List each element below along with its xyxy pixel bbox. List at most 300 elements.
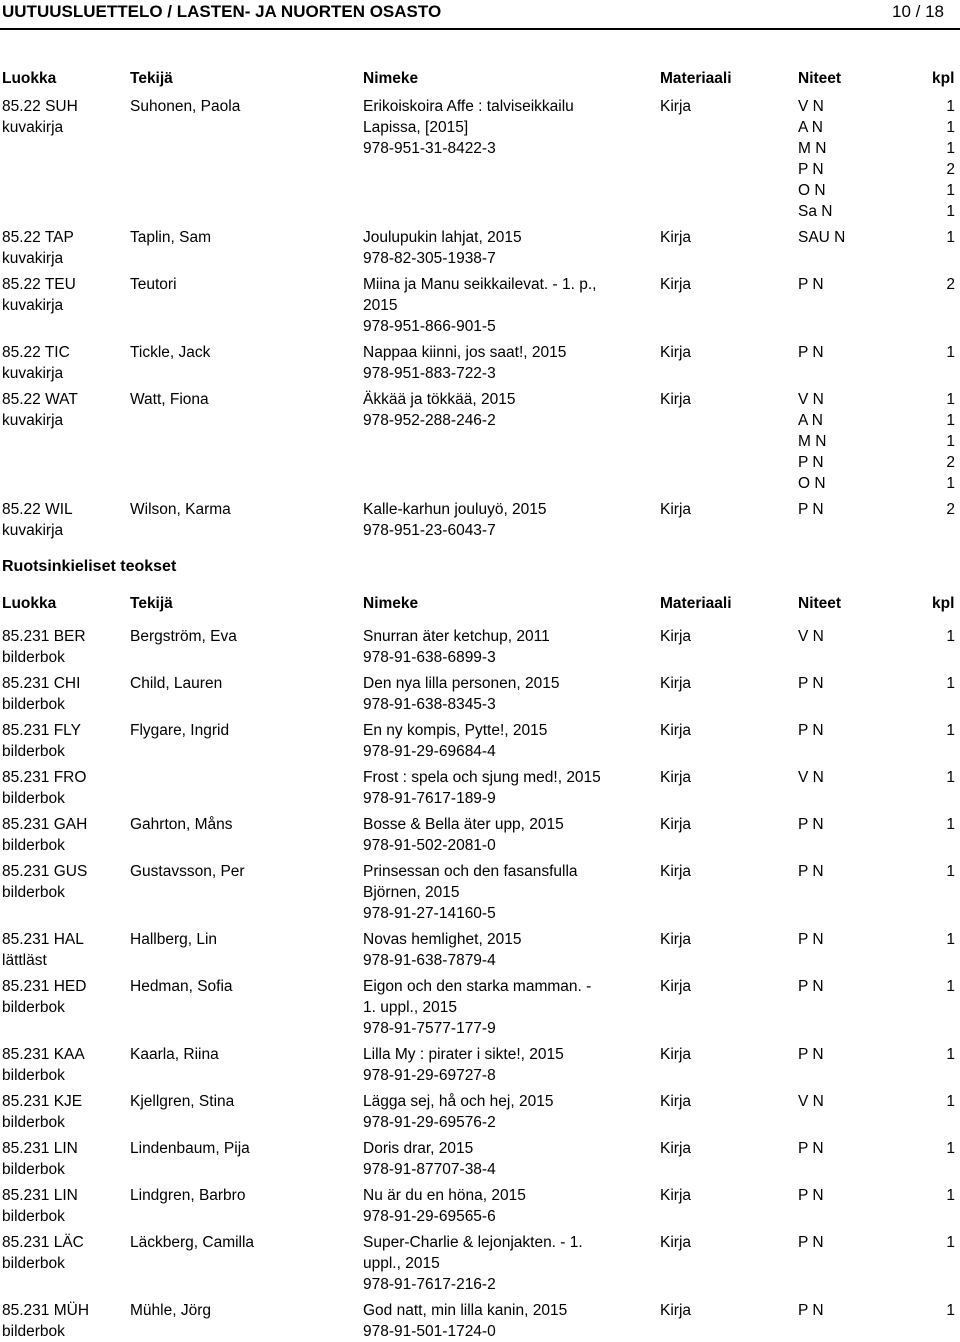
title-cell: [363, 389, 653, 431]
copies-cell: [798, 96, 955, 222]
material-type: bilderbok: [2, 790, 65, 807]
class-code: 85.231 CHI: [2, 675, 81, 692]
author-cell: [130, 1232, 355, 1253]
class-code: 85.22 TIC: [2, 344, 70, 361]
copies-cell: [798, 342, 955, 363]
title-cell: [363, 1091, 653, 1133]
title-line: 978-91-29-69684-4: [363, 743, 496, 760]
copies-cell: [798, 976, 955, 997]
copies-cell: [798, 929, 955, 950]
luokka-cell: [2, 929, 122, 971]
col-luokka: Luokka: [2, 595, 57, 612]
location-code: A N: [798, 119, 823, 136]
author-cell: [130, 626, 355, 647]
title-cell: [363, 1138, 653, 1180]
copy-count: 1: [946, 628, 955, 645]
material-cell: [660, 720, 780, 741]
class-code: 85.231 KAA: [2, 1046, 85, 1063]
copy-count: 1: [946, 412, 955, 429]
material-type: kuvakirja: [2, 119, 64, 136]
copy-count: 1: [946, 182, 955, 199]
luokka-cell: [2, 861, 122, 903]
copy-entry: [798, 138, 955, 159]
title-line: Lägga sej, hå och hej, 2015: [363, 1093, 554, 1110]
title-cell: [363, 929, 653, 971]
material-type: kuvakirja: [2, 250, 64, 267]
title-line: 978-91-29-69565-6: [363, 1208, 496, 1225]
author: Läckberg, Camilla: [130, 1234, 255, 1251]
title-line: 978-951-866-901-5: [363, 318, 496, 335]
author: Watt, Fiona: [130, 391, 209, 408]
title-line: 978-91-7617-189-9: [363, 790, 496, 807]
material: Kirja: [660, 769, 692, 786]
title-cell: [363, 720, 653, 762]
column-header-row: [0, 595, 960, 615]
material: Kirja: [660, 501, 692, 518]
location-code: V N: [798, 769, 824, 786]
copy-entry: [798, 1232, 955, 1253]
copy-count: 1: [946, 816, 955, 833]
class-code: 85.231 GAH: [2, 816, 88, 833]
location-code: O N: [798, 182, 826, 199]
luokka-cell: [2, 673, 122, 715]
copy-entry: [798, 117, 955, 138]
material-cell: [660, 1091, 780, 1112]
author-cell: [130, 389, 355, 410]
title-line: 978-91-7577-177-9: [363, 1020, 496, 1037]
author-cell: [130, 861, 355, 882]
copy-count: 2: [946, 276, 955, 293]
material-cell: [660, 861, 780, 882]
copies-cell: [798, 861, 955, 882]
col-materiaali: Materiaali: [660, 595, 732, 612]
title-line: 978-91-27-14160-5: [363, 905, 496, 922]
luokka-cell: [2, 342, 122, 384]
location-code: P N: [798, 501, 824, 518]
class-code: 85.231 LIN: [2, 1187, 78, 1204]
title-cell: [363, 626, 653, 668]
location-code: P N: [798, 1302, 824, 1319]
luokka-cell: [2, 1091, 122, 1133]
copies-cell: [798, 389, 955, 494]
material-type: bilderbok: [2, 743, 65, 760]
copy-count: 1: [946, 1046, 955, 1063]
location-code: P N: [798, 1046, 824, 1063]
author: Gahrton, Måns: [130, 816, 233, 833]
copy-count: 1: [946, 98, 955, 115]
title-line: En ny kompis, Pytte!, 2015: [363, 722, 548, 739]
title-cell: [363, 976, 653, 1039]
title-cell: [363, 342, 653, 384]
copy-entry: [798, 626, 955, 647]
material: Kirja: [660, 1046, 692, 1063]
author-cell: [130, 720, 355, 741]
class-code: 85.231 LIN: [2, 1140, 78, 1157]
copy-count: 1: [946, 1234, 955, 1251]
class-code: 85.231 KJE: [2, 1093, 83, 1110]
location-code: V N: [798, 98, 824, 115]
title-line: 978-91-638-8345-3: [363, 696, 496, 713]
copies-cell: [798, 1044, 955, 1065]
material-cell: [660, 626, 780, 647]
copy-count: 1: [946, 1302, 955, 1319]
author-cell: [130, 1185, 355, 1206]
title-cell: [363, 227, 653, 269]
copy-entry: [798, 1138, 955, 1159]
copy-count: 1: [946, 433, 955, 450]
material: Kirja: [660, 1140, 692, 1157]
copy-entry: [798, 201, 955, 222]
author: Lindgren, Barbro: [130, 1187, 246, 1204]
luokka-cell: [2, 1185, 122, 1227]
location-code: V N: [798, 391, 824, 408]
copy-count: 1: [946, 1093, 955, 1110]
title-line: 2015: [363, 297, 398, 314]
class-code: 85.22 SUH: [2, 98, 78, 115]
material: Kirja: [660, 1187, 692, 1204]
document-title: UUTUUSLUETTELO / LASTEN- JA NUORTEN OSASTO: [2, 2, 442, 21]
author: Tickle, Jack: [130, 344, 211, 361]
author-cell: [130, 814, 355, 835]
title-line: Doris drar, 2015: [363, 1140, 474, 1157]
luokka-cell: [2, 976, 122, 1018]
copy-count: 2: [946, 161, 955, 178]
luokka-cell: [2, 1232, 122, 1274]
copy-count: 1: [946, 391, 955, 408]
location-code: P N: [798, 454, 824, 471]
material-cell: [660, 499, 780, 520]
material: Kirja: [660, 276, 692, 293]
material-cell: [660, 1044, 780, 1065]
material-cell: [660, 96, 780, 117]
title-line: Lapissa, [2015]: [363, 119, 469, 136]
class-code: 85.22 WAT: [2, 391, 78, 408]
material: Kirja: [660, 863, 692, 880]
material: Kirja: [660, 628, 692, 645]
location-code: SAU N: [798, 229, 846, 246]
class-code: 85.231 BER: [2, 628, 86, 645]
copy-entry: [798, 929, 955, 950]
copy-entry: [798, 814, 955, 835]
title-line: Joulupukin lahjat, 2015: [363, 229, 522, 246]
location-code: V N: [798, 1093, 824, 1110]
page-number: 10 / 18: [892, 2, 944, 21]
col-luokka: Luokka: [2, 70, 57, 87]
author: Taplin, Sam: [130, 229, 211, 246]
col-materiaali: Materiaali: [660, 70, 732, 87]
copy-entry: [798, 342, 955, 363]
location-code: P N: [798, 1187, 824, 1204]
title-line: 978-951-31-8422-3: [363, 140, 496, 157]
title-cell: [363, 861, 653, 924]
title-line: God natt, min lilla kanin, 2015: [363, 1302, 568, 1319]
title-line: 1. uppl., 2015: [363, 999, 457, 1016]
page-header: [0, 0, 960, 30]
col-tekija: Tekijä: [130, 595, 173, 612]
luokka-cell: [2, 814, 122, 856]
title-cell: [363, 814, 653, 856]
class-code: 85.22 TEU: [2, 276, 76, 293]
luokka-cell: [2, 227, 122, 269]
title-cell: [363, 274, 653, 337]
title-line: 978-91-7617-216-2: [363, 1276, 496, 1293]
material-type: bilderbok: [2, 1067, 65, 1084]
author: Kjellgren, Stina: [130, 1093, 235, 1110]
material: Kirja: [660, 229, 692, 246]
location-code: P N: [798, 344, 824, 361]
col-niteet: Niteet: [798, 70, 842, 87]
copy-count: 1: [946, 931, 955, 948]
title-line: 978-951-883-722-3: [363, 365, 496, 382]
copy-entry: [798, 227, 955, 248]
copies-cell: [798, 626, 955, 647]
material: Kirja: [660, 931, 692, 948]
title-line: Lilla My : pirater i sikte!, 2015: [363, 1046, 564, 1063]
title-line: 978-91-638-6899-3: [363, 649, 496, 666]
copies-cell: [798, 274, 955, 295]
title-line: 978-91-29-69727-8: [363, 1067, 496, 1084]
copy-count: 1: [946, 203, 955, 220]
material: Kirja: [660, 1093, 692, 1110]
material: Kirja: [660, 391, 692, 408]
title-line: Eigon och den starka mamman. -: [363, 978, 592, 995]
material: Kirja: [660, 1302, 692, 1319]
material-type: bilderbok: [2, 696, 65, 713]
author: Lindenbaum, Pija: [130, 1140, 250, 1157]
copy-entry: [798, 452, 955, 473]
title-line: 978-82-305-1938-7: [363, 250, 496, 267]
location-code: A N: [798, 412, 823, 429]
location-code: P N: [798, 1140, 824, 1157]
copies-cell: [798, 1185, 955, 1206]
copies-cell: [798, 1232, 955, 1253]
location-code: P N: [798, 1234, 824, 1251]
author: Wilson, Karma: [130, 501, 231, 518]
copy-entry: [798, 673, 955, 694]
title-line: Super-Charlie & lejonjakten. - 1.: [363, 1234, 583, 1251]
location-code: P N: [798, 276, 824, 293]
luokka-cell: [2, 1138, 122, 1180]
location-code: P N: [798, 161, 824, 178]
copy-entry: [798, 96, 955, 117]
luokka-cell: [2, 389, 122, 431]
location-code: P N: [798, 863, 824, 880]
author-cell: [130, 929, 355, 950]
copy-count: 1: [946, 140, 955, 157]
luokka-cell: [2, 274, 122, 316]
location-code: P N: [798, 816, 824, 833]
copy-count: 2: [946, 454, 955, 471]
copy-entry: [798, 1300, 955, 1321]
title-line: Erikoiskoira Affe : talviseikkailu: [363, 98, 574, 115]
author-cell: [130, 227, 355, 248]
material: Kirja: [660, 98, 692, 115]
location-code: M N: [798, 433, 827, 450]
location-code: V N: [798, 628, 824, 645]
title-line: Nu är du en höna, 2015: [363, 1187, 526, 1204]
copy-entry: [798, 410, 955, 431]
material-type: kuvakirja: [2, 365, 64, 382]
title-cell: [363, 1300, 653, 1342]
copy-entry: [798, 1091, 955, 1112]
copy-entry: [798, 720, 955, 741]
header-rule: [0, 28, 960, 30]
material-type: bilderbok: [2, 1323, 65, 1340]
location-code: O N: [798, 475, 826, 492]
copy-count: 1: [946, 1140, 955, 1157]
column-header-row: [0, 70, 960, 90]
copy-entry: [798, 767, 955, 788]
copy-entry: [798, 180, 955, 201]
copies-cell: [798, 814, 955, 835]
copy-entry: [798, 473, 955, 494]
material-cell: [660, 976, 780, 997]
copy-count: 1: [946, 863, 955, 880]
class-code: 85.231 HED: [2, 978, 87, 995]
location-code: P N: [798, 675, 824, 692]
material: Kirja: [660, 1234, 692, 1251]
copy-count: 1: [946, 344, 955, 361]
material-cell: [660, 673, 780, 694]
material: Kirja: [660, 722, 692, 739]
title-line: Novas hemlighet, 2015: [363, 931, 522, 948]
author-cell: [130, 342, 355, 363]
title-line: Den nya lilla personen, 2015: [363, 675, 560, 692]
luokka-cell: [2, 767, 122, 809]
class-code: 85.22 WIL: [2, 501, 73, 518]
luokka-cell: [2, 499, 122, 541]
material-type: kuvakirja: [2, 522, 64, 539]
material-cell: [660, 767, 780, 788]
material: Kirja: [660, 816, 692, 833]
material-type: kuvakirja: [2, 412, 64, 429]
material-type: kuvakirja: [2, 297, 64, 314]
copy-count: 2: [946, 501, 955, 518]
copy-count: 1: [946, 1187, 955, 1204]
author-cell: [130, 976, 355, 997]
author: Flygare, Ingrid: [130, 722, 230, 739]
copy-entry: [798, 389, 955, 410]
title-line: 978-952-288-246-2: [363, 412, 496, 429]
title-line: Äkkää ja tökkää, 2015: [363, 391, 516, 408]
title-line: 978-91-501-1724-0: [363, 1323, 496, 1340]
luokka-cell: [2, 96, 122, 138]
title-line: 978-951-23-6043-7: [363, 522, 496, 539]
title-cell: [363, 767, 653, 809]
material: Kirja: [660, 978, 692, 995]
material: Kirja: [660, 344, 692, 361]
copy-entry: [798, 976, 955, 997]
material-cell: [660, 274, 780, 295]
copy-entry: [798, 431, 955, 452]
author-cell: [130, 1138, 355, 1159]
title-line: uppl., 2015: [363, 1255, 440, 1272]
title-line: Björnen, 2015: [363, 884, 460, 901]
title-cell: [363, 499, 653, 541]
copy-count: 1: [946, 675, 955, 692]
title-cell: [363, 1232, 653, 1295]
copy-count: 1: [946, 722, 955, 739]
material-cell: [660, 814, 780, 835]
copies-cell: [798, 1138, 955, 1159]
title-line: Snurran äter ketchup, 2011: [363, 628, 550, 645]
copy-count: 1: [946, 229, 955, 246]
author: Bergström, Eva: [130, 628, 237, 645]
title-cell: [363, 96, 653, 159]
copies-cell: [798, 767, 955, 788]
col-nimeke: Nimeke: [363, 595, 419, 612]
author: Teutori: [130, 276, 177, 293]
author-cell: [130, 673, 355, 694]
material-cell: [660, 1185, 780, 1206]
title-cell: [363, 673, 653, 715]
copies-cell: [798, 1300, 955, 1321]
luokka-cell: [2, 1044, 122, 1086]
material-cell: [660, 1232, 780, 1253]
author: Hallberg, Lin: [130, 931, 218, 948]
title-line: 978-91-87707-38-4: [363, 1161, 496, 1178]
class-code: 85.22 TAP: [2, 229, 74, 246]
title-cell: [363, 1185, 653, 1227]
col-niteet: Niteet: [798, 595, 842, 612]
location-code: M N: [798, 140, 827, 157]
copy-count: 1: [946, 475, 955, 492]
class-code: 85.231 LÄC: [2, 1234, 84, 1251]
author: Child, Lauren: [130, 675, 223, 692]
material-cell: [660, 929, 780, 950]
col-kpl: kpl: [932, 70, 955, 87]
material: Kirja: [660, 675, 692, 692]
luokka-cell: [2, 626, 122, 668]
material-type: lättläst: [2, 952, 47, 969]
col-tekija: Tekijä: [130, 70, 173, 87]
title-line: Frost : spela och sjung med!, 2015: [363, 769, 601, 786]
class-code: 85.231 FRO: [2, 769, 87, 786]
material-type: bilderbok: [2, 1161, 65, 1178]
title-line: Nappaa kiinni, jos saat!, 2015: [363, 344, 567, 361]
author-cell: [130, 1044, 355, 1065]
copy-entry: [798, 1185, 955, 1206]
copies-cell: [798, 720, 955, 741]
luokka-cell: [2, 720, 122, 762]
author: Mühle, Jörg: [130, 1302, 211, 1319]
copy-count: 1: [946, 119, 955, 136]
material-type: bilderbok: [2, 884, 65, 901]
material-cell: [660, 227, 780, 248]
title-line: Bosse & Bella äter upp, 2015: [363, 816, 564, 833]
author: Gustavsson, Per: [130, 863, 245, 880]
material-type: bilderbok: [2, 649, 65, 666]
location-code: P N: [798, 722, 824, 739]
copies-cell: [798, 1091, 955, 1112]
material-cell: [660, 389, 780, 410]
title-line: 978-91-502-2081-0: [363, 837, 496, 854]
material-cell: [660, 1300, 780, 1321]
copy-count: 1: [946, 769, 955, 786]
author-cell: [130, 1300, 355, 1321]
class-code: 85.231 HAL: [2, 931, 84, 948]
copies-cell: [798, 673, 955, 694]
location-code: P N: [798, 978, 824, 995]
location-code: P N: [798, 931, 824, 948]
author-cell: [130, 96, 355, 117]
material-cell: [660, 1138, 780, 1159]
material-type: bilderbok: [2, 999, 65, 1016]
col-nimeke: Nimeke: [363, 70, 419, 87]
copies-cell: [798, 499, 955, 520]
author: Hedman, Sofia: [130, 978, 233, 995]
class-code: 85.231 FLY: [2, 722, 81, 739]
